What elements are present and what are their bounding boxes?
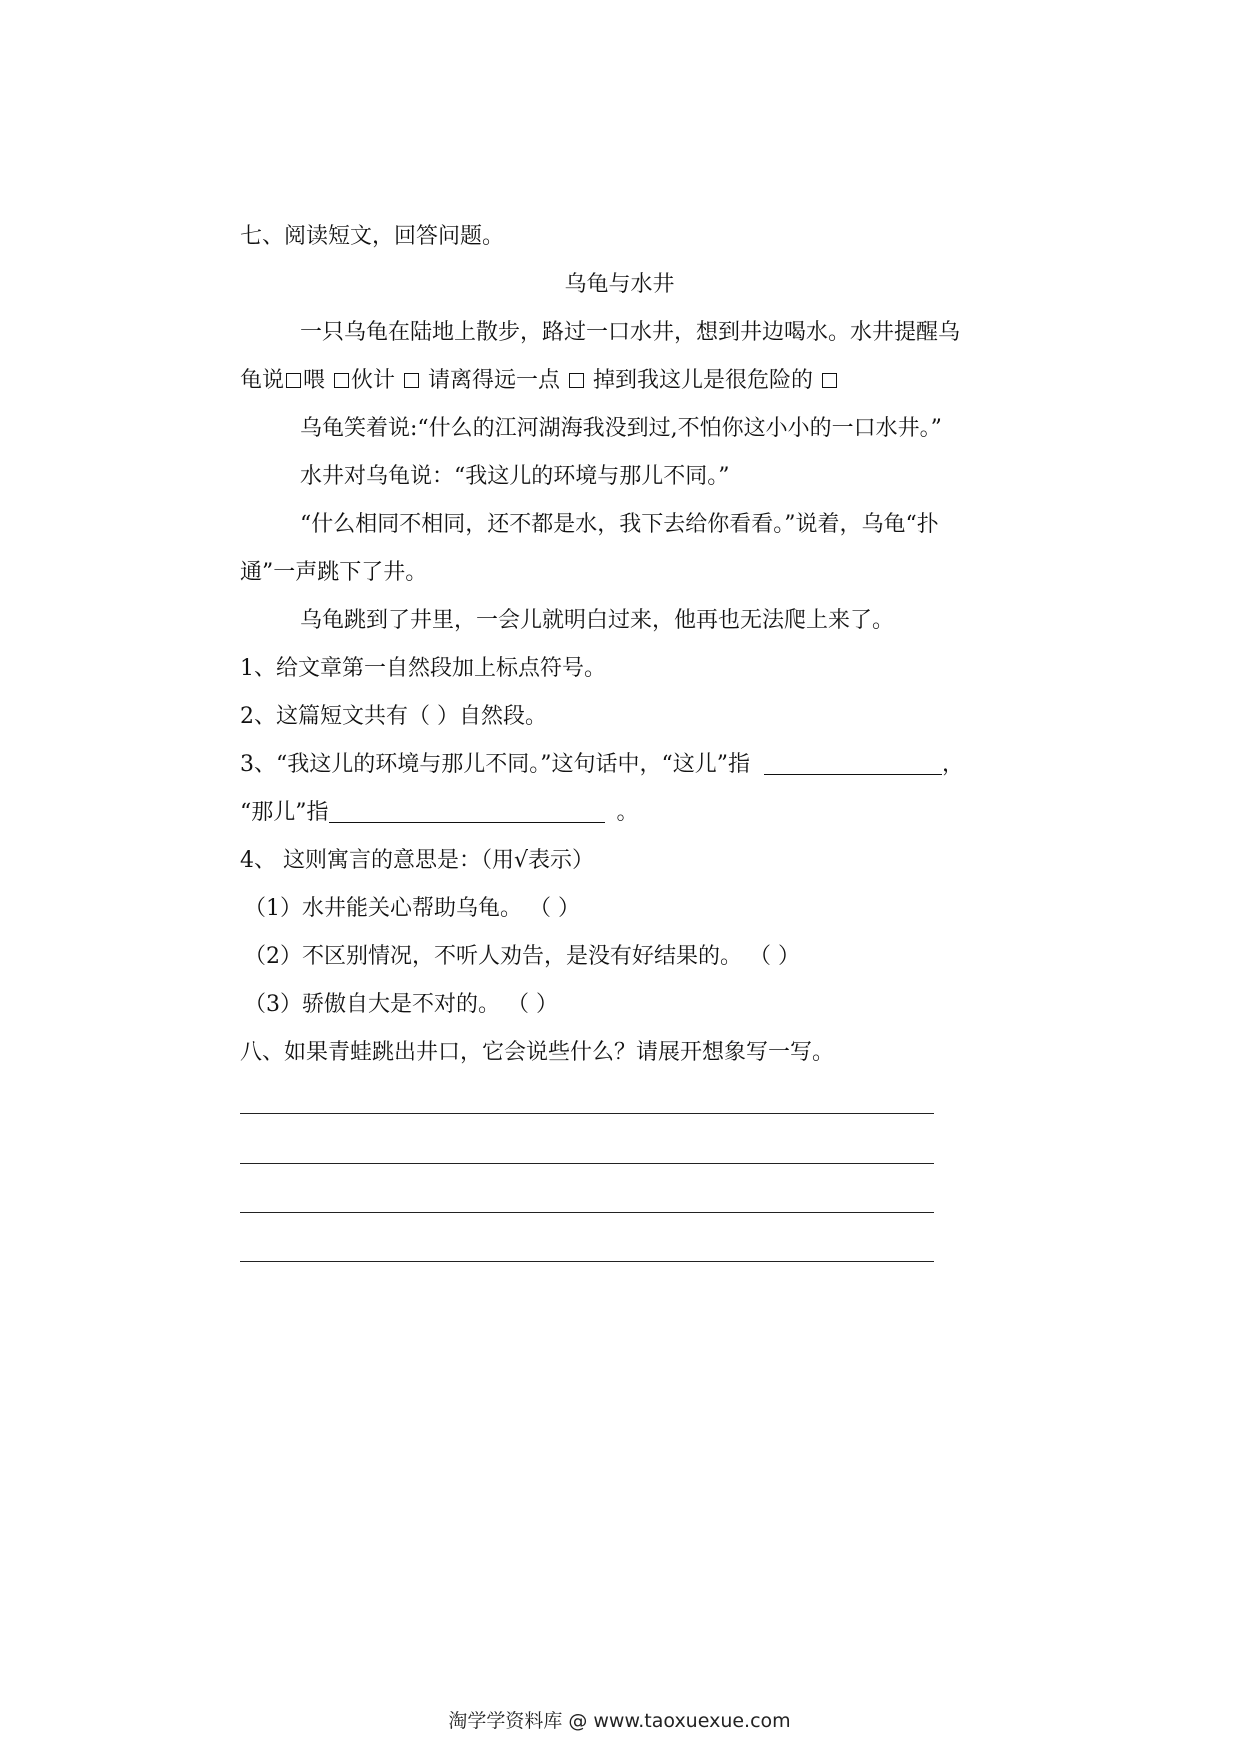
punctuation-box-5[interactable] — [822, 373, 837, 388]
question-3-line-1 — [240, 750, 964, 780]
punctuation-box-3[interactable] — [404, 373, 419, 388]
question-2: 2、这篇短文共有（ ）自然段。 — [240, 704, 547, 729]
question-3-comma: ， — [942, 752, 965, 777]
writing-line-2[interactable] — [240, 1163, 934, 1164]
story-title: 乌龟与水井 — [564, 272, 675, 297]
punctuation-box-2[interactable] — [334, 373, 349, 388]
question-1: 1、给文章第一自然段加上标点符号。 — [240, 656, 606, 681]
paragraph-4-line-1: “什么相同不相同，还不都是水，我下去给你看看。”说着，乌龟“扑 — [300, 512, 939, 537]
footer-watermark: 淘学学资料库 @ www.taoxuexue.com — [448, 1710, 791, 1732]
paragraph-1-line-1: 一只乌龟在陆地上散步，路过一口水井，想到井边喝水。水井提醒乌 — [300, 320, 961, 345]
question-4-option-2: （2）不区别情况，不听人劝告，是没有好结果的。 （ ） — [244, 944, 800, 969]
punctuation-box-1[interactable] — [286, 373, 301, 388]
paragraph-5: 乌龟跳到了井里，一会儿就明白过来，他再也无法爬上来了。 — [300, 608, 895, 633]
answer-blank-naer[interactable] — [329, 800, 605, 823]
paragraph-1-text-a: 龟说 — [240, 368, 285, 393]
answer-blank-zheer[interactable] — [764, 752, 942, 775]
paragraph-3: 水井对乌龟说：“我这儿的环境与那儿不同。” — [300, 464, 730, 489]
paragraph-1-text-c: 伙计 — [351, 368, 403, 393]
paragraph-1-text-b: 喂 — [303, 368, 333, 393]
paragraph-1-text-d: 请离得远一点 — [421, 368, 568, 393]
question-3-prefix: 3、“我这儿的环境与那儿不同。”这句话中，“这儿”指 — [240, 752, 750, 777]
writing-line-1[interactable] — [240, 1113, 934, 1114]
writing-line-3[interactable] — [240, 1212, 934, 1213]
paragraph-1-line-2 — [240, 366, 839, 396]
paragraph-4-line-2: 通”一声跳下了井。 — [240, 560, 428, 585]
punctuation-box-4[interactable] — [569, 373, 584, 388]
paragraph-1-text-e: 掉到我这儿是很危险的 — [586, 368, 821, 393]
question-3-line-2 — [240, 798, 639, 828]
question-4-option-1: （1）水井能关心帮助乌龟。 （ ） — [244, 896, 580, 921]
section-8-heading: 八、如果青蛙跳出井口，它会说些什么？请展开想象写一写。 — [240, 1040, 835, 1065]
paragraph-2: 乌龟笑着说:“什么的江河湖海我没到过,不怕你这小小的一口水井。” — [300, 416, 942, 441]
question-3-period: 。 — [616, 800, 639, 825]
question-4: 4、 这则寓言的意思是：（用√表示） — [240, 848, 595, 873]
question-4-option-3: （3）骄傲自大是不对的。 （ ） — [244, 992, 558, 1017]
section-7-heading: 七、阅读短文，回答问题。 — [240, 224, 505, 249]
writing-line-4[interactable] — [240, 1261, 934, 1262]
question-3-naer-prefix: “那儿”指 — [240, 800, 329, 825]
